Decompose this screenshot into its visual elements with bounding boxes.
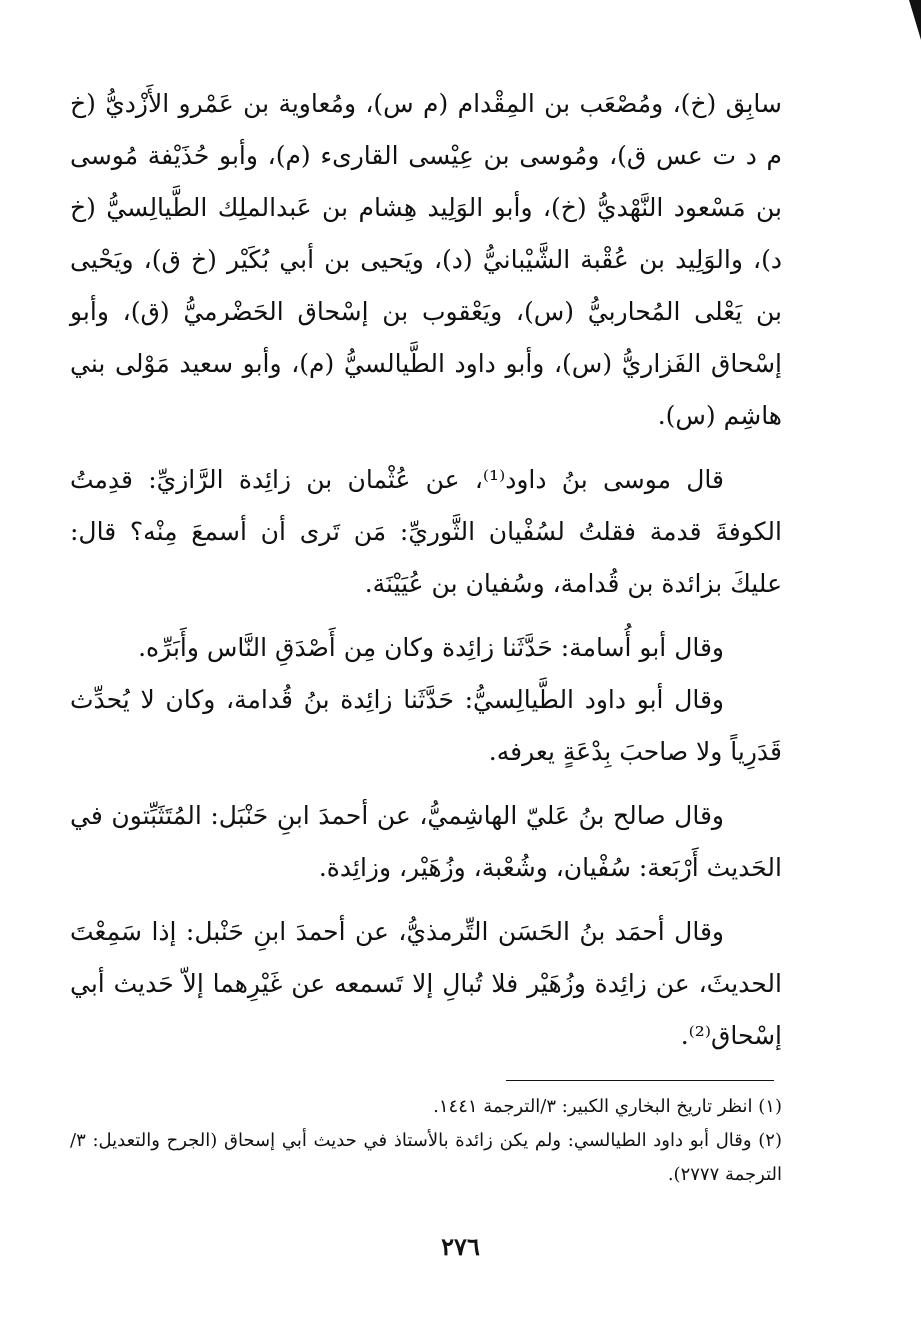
paragraph-abu-dawud: وقال أبو داود الطَّيالِسيُّ: حَدَّثَنا زائِدة بنُ قُدامة، وكان لا يُحدِّث قَدَرِياً ولا صاحبَ بِدْعَةٍ يعرفه.	[70, 685, 782, 766]
page-number: ٢٧٦	[441, 1232, 480, 1261]
main-text	[70, 78, 782, 1062]
footnote-2: (٢) وقال أبو داود الطيالسي: ولم يكن زائدة بالأستاذ في حديث أبي إسحاق (الجرح والتعديل: ٣/ الترجمة ٢٧٧٧).	[70, 1130, 782, 1185]
paragraph-ahmad-tirmidhi: وقال أحمَد بنُ الحَسَن التِّرمذيُّ، عن أحمدَ ابنِ حَنْبل: إذا سَمِعْتَ الحديثَ، عن زائِدة وزُهَيْر فلا تُبالِ إلا تَسمعه عن غَيْرِهما إلاّ حَديث أبي إسْحاق⁽²⁾.	[70, 917, 782, 1050]
paragraph-salih-ibn-ali: وقال صالح بنُ عَليّ الهاشِميُّ، عن أحمدَ ابنِ حَنْبَل: المُتَثَبِّتون في الحَديث أَرْبَعة: سُفْيان، وشُعْبة، وزُهَيْر، وزائِدة.	[70, 801, 782, 882]
paragraph-narrators-list: سابِق (خ)، ومُصْعَب بن المِقْدام (م س)، ومُعاوية بن عَمْرو الأَزْديُّ (خ م د ت عس ق)، ومُوسى بن عِيْسى القارىء (م)، وأبو حُذَيْفة مُوسى بن مَسْعود النَّهْديُّ (خ)، وأبو الوَلِيد هِشام بن عَبدالملِك الطَّيالِسيُّ (خ د)، والوَلِيد بن عُقْبة الشَّيْبانيُّ (د)، ويَحيى بن أبي بُكَيْر (خ ق)، ويَحْيى بن يَعْلى المُحاربيُّ (س)، ويَعْقوب بن إسْحاق الحَضْرميُّ (ق)، وأبو إسْحاق الفَزاريُّ (س)، وأبو داود الطَّيالسيُّ (م)، وأبو سعيد مَوْلى بني هاشِم (س).	[70, 89, 782, 430]
paragraph-musa-ibn-dawud: قال موسى بنُ داود⁽¹⁾، عن عُثْمان بن زائِدة الرَّازيِّ: قدِمتُ الكوفةَ قدمة فقلتُ لسُفْيان الثَّوريِّ: مَن تَرى أن أسمعَ مِنْه؟ قال: عليكَ بزائدة بن قُدامة، وسُفيان بن عُيَيْنَة.	[70, 465, 782, 598]
footnote-1: (١) انظر تاريخ البخاري الكبير: ٣/الترجمة ١٤٤١.	[433, 1096, 782, 1117]
paragraph-abu-usama: وقال أبو أُسامة: حَدَّثَنا زائِدة وكان مِن أَصْدَقِ النَّاس وأَبَرِّه.	[138, 633, 724, 662]
footnotes	[70, 1090, 782, 1192]
corner-mark	[909, 0, 921, 40]
footnote-separator	[506, 1080, 774, 1081]
